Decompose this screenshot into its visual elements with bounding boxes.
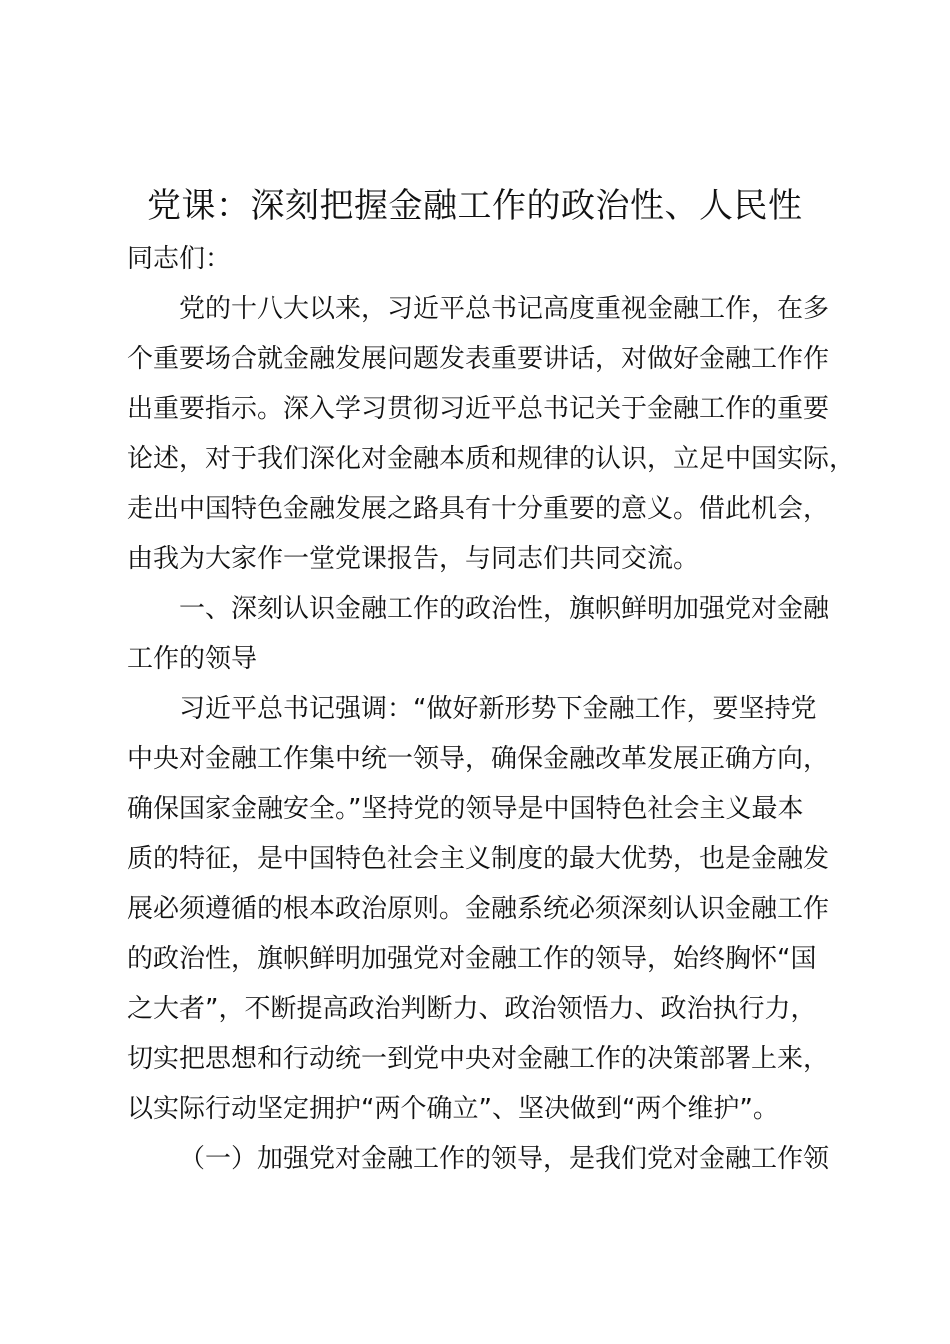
text-line: 的政治性，旗帜鲜明加强党对金融工作的领导，始终胸怀“国 xyxy=(127,944,817,974)
text-line: 确保国家金融安全。”坚持党的领导是中国特色社会主义最本 xyxy=(127,794,804,824)
text-line: 切实把思想和行动统一到党中央对金融工作的决策部署上来， xyxy=(127,1044,830,1074)
text-line: （一）加强党对金融工作的领导，是我们党对金融工作领 xyxy=(179,1144,830,1174)
text-line: 习近平总书记强调：“做好新形势下金融工作，要坚持党 xyxy=(179,694,817,724)
text-line: 之大者”，不断提高政治判断力、政治领悟力、政治执行力， xyxy=(127,994,817,1024)
text-line: 个重要场合就金融发展问题发表重要讲话，对做好金融工作作 xyxy=(127,344,830,374)
paragraph-intro xyxy=(127,284,856,584)
text-line: 质的特征，是中国特色社会主义制度的最大优势，也是金融发 xyxy=(127,844,830,874)
text-line: 一、深刻认识金融工作的政治性，旗帜鲜明加强党对金融 xyxy=(179,594,830,624)
paragraph-section-1 xyxy=(127,684,833,1134)
text-line: 中央对金融工作集中统一领导，确保金融改革发展正确方向， xyxy=(127,744,830,774)
text-line: 由我为大家作一堂党课报告，与同志们共同交流。 xyxy=(127,544,700,574)
document-title: 党课：深刻把握金融工作的政治性、人民性 xyxy=(147,186,803,226)
text-line: 论述，对于我们深化对金融本质和规律的认识，立足中国实际， xyxy=(127,444,856,474)
text-line: 走出中国特色金融发展之路具有十分重要的意义。借此机会， xyxy=(127,494,830,524)
text-line: 工作的领导 xyxy=(127,644,258,674)
text-line: 展必须遵循的根本政治原则。金融系统必须深刻认识金融工作 xyxy=(127,894,830,924)
section-heading-1 xyxy=(127,584,833,684)
text-line: 出重要指示。深入学习贯彻习近平总书记关于金融工作的重要 xyxy=(127,394,830,424)
subsection-heading-1 xyxy=(127,1134,833,1184)
salutation: 同志们： xyxy=(127,244,232,274)
text-line: 以实际行动坚定拥护“两个确立”、坚决做到“两个维护”。 xyxy=(127,1094,779,1124)
text-line: 党的十八大以来，习近平总书记高度重视金融工作，在多 xyxy=(179,294,830,324)
document-body xyxy=(127,178,856,1184)
